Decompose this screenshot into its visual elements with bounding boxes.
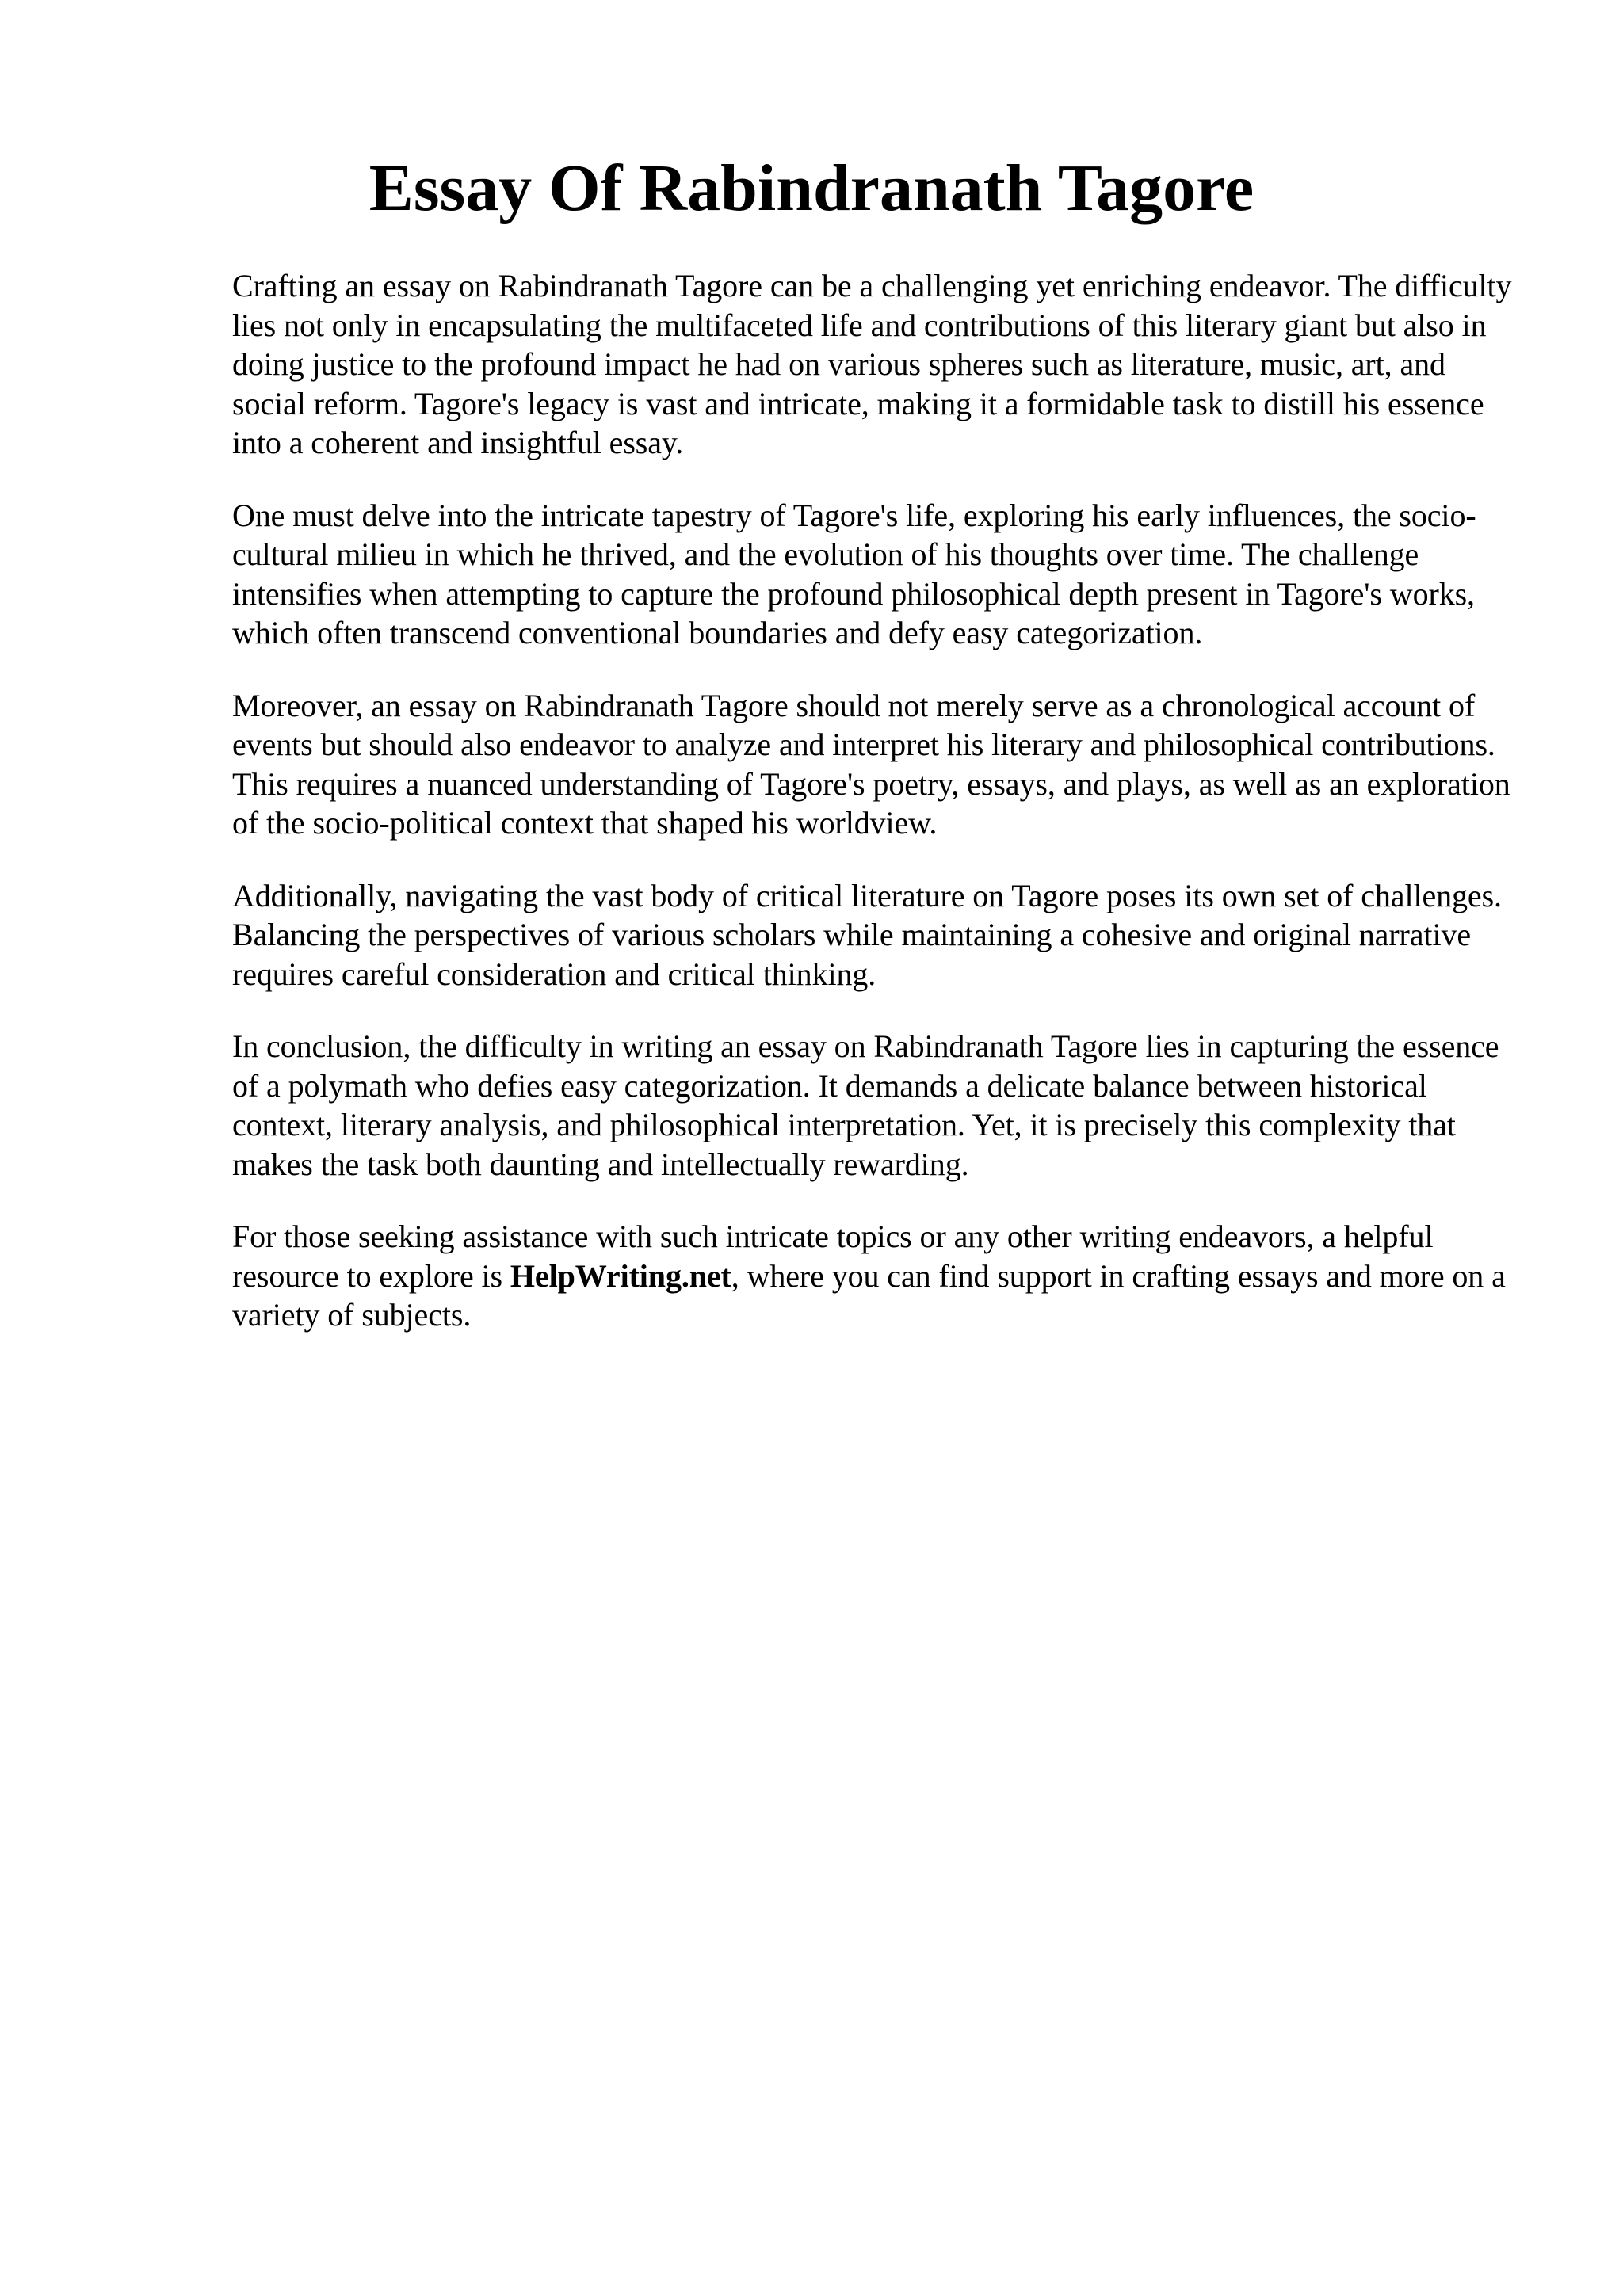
paragraph-5: In conclusion, the difficulty in writing an essay on Rabindranath Tagore lies in capturing the essence of a polymath who defies easy categorization. It demands a delicate balance between historical context, literary analysis, and philosophical interpretation. Yet, it is precisely this complexity that makes the task both daunting and intellectually rewarding.: [232, 1028, 1499, 1182]
paragraph-6-trailing-text: , where you can find support in crafting essays and more on a variety of subjects.: [232, 1257, 1506, 1333]
document-title: Essay Of Rabindranath Tagore: [369, 151, 1254, 225]
paragraph-2: One must delve into the intricate tapestry of Tagore's life, exploring his early influences, the socio-cultural milieu in which he thrived, and the evolution of his thoughts over time. The challenge intensifies when attempting to capture the profound philosophical depth present in Tagore's works, which often transcend conventional boundaries and defy easy categorization.: [232, 497, 1476, 650]
paragraph-6: [232, 1217, 1516, 1335]
paragraph-4: Additionally, navigating the vast body of critical literature on Tagore poses its own set of challenges. Balancing the perspectives of various scholars while maintaining a cohesive and original narrative requires careful consideration and critical thinking.: [232, 877, 1502, 992]
helpwriting-link[interactable]: HelpWriting.net: [510, 1257, 731, 1294]
paragraph-6-lead-text: For those seeking assistance with such intricate topics or any other writing endeavors, a helpful resource to explore is: [232, 1219, 1434, 1294]
essay-body: [232, 266, 1516, 1368]
paragraph-1: Crafting an essay on Rabindranath Tagore can be a challenging yet enriching endeavor. The difficulty lies not only in encapsulating the multifaceted life and contributions of this literary giant but also in doing justice to the profound impact he had on various spheres such as literature, music, art, and social reform. Tagore's legacy is vast and intricate, making it a formidable task to distill his essence into a coherent and insightful essay.: [232, 268, 1512, 460]
paragraph-3: Moreover, an essay on Rabindranath Tagore should not merely serve as a chronological account of events but should also endeavor to analyze and interpret his literary and philosophical contributions. This requires a nuanced understanding of Tagore's poetry, essays, and plays, as well as an exploration of the socio-political context that shaped his worldview.: [232, 687, 1510, 841]
